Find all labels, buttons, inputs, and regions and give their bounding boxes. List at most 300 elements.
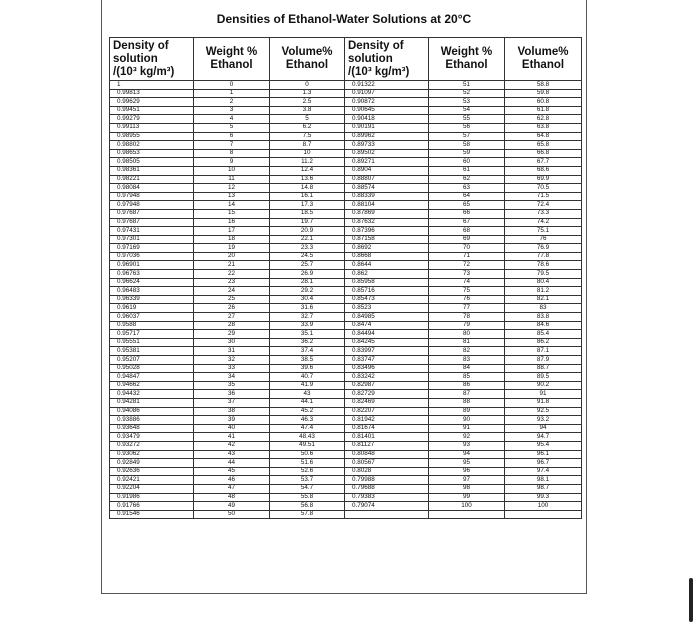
table-row — [110, 364, 582, 373]
table-cell: 94.7 — [505, 433, 582, 442]
table-cell: 46.3 — [270, 416, 345, 425]
table-cell: 0.82987 — [345, 381, 429, 390]
table-cell: 1 — [194, 89, 270, 98]
table-cell: 8.7 — [270, 141, 345, 150]
table-cell — [345, 510, 429, 519]
document-page — [101, 0, 587, 594]
table-cell: 0.83496 — [345, 364, 429, 373]
table-cell: 88.7 — [505, 364, 582, 373]
table-cell: 30.4 — [270, 295, 345, 304]
table-cell: 0.8904 — [345, 166, 429, 175]
table-cell: 41.9 — [270, 381, 345, 390]
table-cell: 12 — [194, 184, 270, 193]
density-header-2 — [345, 38, 429, 81]
table-cell: 0.80567 — [345, 459, 429, 468]
table-cell: 0.97687 — [110, 218, 194, 227]
table-cell: 43 — [270, 390, 345, 399]
table-cell: 25 — [194, 295, 270, 304]
table-cell: 0.93886 — [110, 416, 194, 425]
table-cell: 0.90191 — [345, 123, 429, 132]
table-row — [110, 304, 582, 313]
table-cell: 56 — [429, 123, 505, 132]
table-row — [110, 373, 582, 382]
table-row — [110, 227, 582, 236]
table-cell: 0.79988 — [345, 476, 429, 485]
table-cell: 0.81127 — [345, 441, 429, 450]
table-cell: 84.6 — [505, 321, 582, 330]
table-cell: 97 — [429, 476, 505, 485]
table-cell: 81 — [429, 338, 505, 347]
table-row — [110, 106, 582, 115]
table-cell: 29.2 — [270, 287, 345, 296]
table-cell: 0.96483 — [110, 287, 194, 296]
table-cell: 26.9 — [270, 270, 345, 279]
table-cell: 0.85473 — [345, 295, 429, 304]
table-cell: 0.99813 — [110, 89, 194, 98]
table-cell: 75.1 — [505, 227, 582, 236]
table-cell: 100 — [505, 502, 582, 511]
table-cell: 0.95381 — [110, 347, 194, 356]
table-cell: 0.87396 — [345, 227, 429, 236]
table-cell: 22 — [194, 270, 270, 279]
table-cell: 69 — [429, 235, 505, 244]
table-row — [110, 347, 582, 356]
table-row — [110, 218, 582, 227]
table-cell: 0.8668 — [345, 252, 429, 261]
table-row — [110, 166, 582, 175]
table-cell: 51.6 — [270, 459, 345, 468]
table-cell — [429, 510, 505, 519]
table-cell: 77 — [429, 304, 505, 313]
header-text: Volume% — [281, 46, 333, 58]
table-cell: 32 — [194, 356, 270, 365]
table-cell: 44.1 — [270, 398, 345, 407]
table-cell: 0.96901 — [110, 261, 194, 270]
table-cell: 92 — [429, 433, 505, 442]
table-cell: 2.5 — [270, 98, 345, 107]
table-cell: 63.8 — [505, 123, 582, 132]
table-cell: 98 — [429, 484, 505, 493]
table-cell: 0.92204 — [110, 484, 194, 493]
table-cell: 35.1 — [270, 330, 345, 339]
table-cell: 32.7 — [270, 313, 345, 322]
table-cell: 9 — [194, 158, 270, 167]
density-header — [110, 38, 194, 81]
table-cell: 10 — [270, 149, 345, 158]
table-cell: 0.92636 — [110, 467, 194, 476]
page-title: Densities of Ethanol-Water Solutions at 20°C — [216, 12, 472, 26]
table-cell: 0.90645 — [345, 106, 429, 115]
table-cell: 0.97036 — [110, 252, 194, 261]
header-text: Weight % — [440, 46, 493, 58]
table-cell: 0.91766 — [110, 502, 194, 511]
table-cell: 82 — [429, 347, 505, 356]
table-cell: 0.79383 — [345, 493, 429, 502]
table-cell: 73 — [429, 270, 505, 279]
table-cell: 50.6 — [270, 450, 345, 459]
table-cell: 0.91986 — [110, 493, 194, 502]
table-cell: 54.7 — [270, 484, 345, 493]
table-cell: 37.4 — [270, 347, 345, 356]
table-cell: 84 — [429, 364, 505, 373]
table-row — [110, 416, 582, 425]
table-cell: 67.7 — [505, 158, 582, 167]
table-cell: 0.89962 — [345, 132, 429, 141]
table-cell: 59.8 — [505, 89, 582, 98]
table-cell: 71.5 — [505, 192, 582, 201]
table-cell: 90.2 — [505, 381, 582, 390]
table-cell: 0.96037 — [110, 313, 194, 322]
table-row — [110, 278, 582, 287]
table-cell: 77.8 — [505, 252, 582, 261]
table-cell: 35 — [194, 381, 270, 390]
table-cell: 0.90872 — [345, 98, 429, 107]
table-cell: 96.1 — [505, 450, 582, 459]
table-cell: 7 — [194, 141, 270, 150]
table-cell: 0.99451 — [110, 106, 194, 115]
table-cell: 0.96763 — [110, 270, 194, 279]
table-cell: 0.862 — [345, 270, 429, 279]
table-cell: 0.91097 — [345, 89, 429, 98]
table-row — [110, 433, 582, 442]
table-row — [110, 502, 582, 511]
table-cell: 0.98802 — [110, 141, 194, 150]
table-row — [110, 321, 582, 330]
table-cell: 62.8 — [505, 115, 582, 124]
table-cell: 38 — [194, 407, 270, 416]
table-cell: 99.3 — [505, 493, 582, 502]
table-cell — [505, 510, 582, 519]
table-row — [110, 81, 582, 90]
table-row — [110, 424, 582, 433]
table-cell: 43 — [194, 450, 270, 459]
table-cell: 0.97948 — [110, 201, 194, 210]
table-cell: 74 — [429, 278, 505, 287]
table-cell: 14 — [194, 201, 270, 210]
table-cell: 87 — [429, 390, 505, 399]
table-cell: 91 — [505, 390, 582, 399]
table-cell: 56.8 — [270, 502, 345, 511]
table-cell: 18 — [194, 235, 270, 244]
table-cell: 0.98084 — [110, 184, 194, 193]
table-cell: 96.7 — [505, 459, 582, 468]
table-cell: 72 — [429, 261, 505, 270]
table-cell: 82.1 — [505, 295, 582, 304]
table-cell: 0.88807 — [345, 175, 429, 184]
table-cell: 86.2 — [505, 338, 582, 347]
table-cell: 25.7 — [270, 261, 345, 270]
table-cell: 16.1 — [270, 192, 345, 201]
table-cell: 88 — [429, 398, 505, 407]
table-cell: 79.5 — [505, 270, 582, 279]
table-cell: 44 — [194, 459, 270, 468]
header-text: /(10³ kg/m³) — [348, 65, 410, 78]
table-row — [110, 201, 582, 210]
table-cell: 81.2 — [505, 287, 582, 296]
table-cell: 27 — [194, 313, 270, 322]
table-cell: 93.2 — [505, 416, 582, 425]
table-cell: 33.9 — [270, 321, 345, 330]
table-cell: 52 — [429, 89, 505, 98]
table-cell: 0.9619 — [110, 304, 194, 313]
table-cell: 36.2 — [270, 338, 345, 347]
table-cell: 45.2 — [270, 407, 345, 416]
table-cell: 4 — [194, 115, 270, 124]
table-row — [110, 141, 582, 150]
table-cell: 0.98505 — [110, 158, 194, 167]
table-cell: 0.8474 — [345, 321, 429, 330]
table-cell: 29 — [194, 330, 270, 339]
table-cell: 0.94662 — [110, 381, 194, 390]
table-row — [110, 209, 582, 218]
header-text: Ethanol — [521, 59, 565, 71]
table-cell: 0.92849 — [110, 459, 194, 468]
table-cell: 0 — [194, 81, 270, 90]
table-row — [110, 407, 582, 416]
table-cell: 95.4 — [505, 441, 582, 450]
table-cell: 71 — [429, 252, 505, 261]
table-cell: 73.3 — [505, 209, 582, 218]
table-cell: 0.82729 — [345, 390, 429, 399]
table-cell: 87.1 — [505, 347, 582, 356]
table-cell: 8 — [194, 149, 270, 158]
header-text: Density of — [348, 39, 404, 52]
table-cell: 58 — [429, 141, 505, 150]
table-cell: 0.87158 — [345, 235, 429, 244]
header-text: Density of — [113, 39, 169, 52]
density-table — [109, 37, 582, 519]
table-cell: 0.95717 — [110, 330, 194, 339]
table-row — [110, 356, 582, 365]
table-cell: 14.8 — [270, 184, 345, 193]
table-cell: 0.8692 — [345, 244, 429, 253]
header-text: Ethanol — [210, 59, 253, 71]
table-cell: 38.5 — [270, 356, 345, 365]
header-text: Ethanol — [285, 59, 329, 71]
table-cell: 54 — [429, 106, 505, 115]
table-cell: 60.8 — [505, 98, 582, 107]
table-cell: 13.6 — [270, 175, 345, 184]
table-cell: 0.8644 — [345, 261, 429, 270]
table-cell: 89.5 — [505, 373, 582, 382]
table-row — [110, 450, 582, 459]
table-cell: 64 — [429, 192, 505, 201]
table-cell: 0.95028 — [110, 364, 194, 373]
header-text: solution — [348, 52, 393, 65]
table-cell: 85.4 — [505, 330, 582, 339]
table-cell: 22.1 — [270, 235, 345, 244]
table-cell: 64.8 — [505, 132, 582, 141]
table-cell: 1.3 — [270, 89, 345, 98]
table-cell: 92.5 — [505, 407, 582, 416]
table-cell: 65 — [429, 201, 505, 210]
table-cell: 0.8523 — [345, 304, 429, 313]
table-cell: 0.92421 — [110, 476, 194, 485]
table-cell: 70 — [429, 244, 505, 253]
volume-header — [270, 38, 345, 81]
table-cell: 6 — [194, 132, 270, 141]
table-cell: 0 — [270, 81, 345, 90]
table-cell: 85 — [429, 373, 505, 382]
table-cell: 0.79688 — [345, 484, 429, 493]
table-cell: 62 — [429, 175, 505, 184]
table-row — [110, 184, 582, 193]
table-cell: 0.79074 — [345, 502, 429, 511]
table-cell: 0.83242 — [345, 373, 429, 382]
table-cell: 15 — [194, 209, 270, 218]
table-row — [110, 175, 582, 184]
table-cell: 24 — [194, 287, 270, 296]
table-row — [110, 398, 582, 407]
table-cell: 53.7 — [270, 476, 345, 485]
table-row — [110, 467, 582, 476]
table-row — [110, 158, 582, 167]
header-text: Weight % — [205, 46, 258, 58]
table-cell: 0.83747 — [345, 356, 429, 365]
table-cell: 0.91322 — [345, 81, 429, 90]
table-cell: 50 — [194, 510, 270, 519]
table-cell: 31.6 — [270, 304, 345, 313]
table-cell: 98.1 — [505, 476, 582, 485]
header-row — [110, 38, 582, 81]
table-cell: 76.9 — [505, 244, 582, 253]
table-row — [110, 493, 582, 502]
table-cell: 0.97948 — [110, 192, 194, 201]
table-cell: 90 — [429, 416, 505, 425]
table-cell: 5 — [270, 115, 345, 124]
table-row — [110, 510, 582, 519]
table-cell: 98.7 — [505, 484, 582, 493]
table-cell: 49.51 — [270, 441, 345, 450]
table-cell: 3 — [194, 106, 270, 115]
table-cell: 46 — [194, 476, 270, 485]
table-cell: 87.9 — [505, 356, 582, 365]
table-cell: 10 — [194, 166, 270, 175]
table-cell: 0.97687 — [110, 209, 194, 218]
table-cell: 69.9 — [505, 175, 582, 184]
table-cell: 0.94281 — [110, 398, 194, 407]
table-cell: 40.7 — [270, 373, 345, 382]
table-cell: 21 — [194, 261, 270, 270]
table-row — [110, 235, 582, 244]
table-cell: 0.9588 — [110, 321, 194, 330]
table-cell: 94 — [505, 424, 582, 433]
table-cell: 94 — [429, 450, 505, 459]
table-cell: 97.4 — [505, 467, 582, 476]
table-cell: 28 — [194, 321, 270, 330]
header-text: solution — [113, 52, 158, 65]
table-cell: 36 — [194, 390, 270, 399]
table-cell: 96 — [429, 467, 505, 476]
table-row — [110, 270, 582, 279]
table-cell: 0.85958 — [345, 278, 429, 287]
table-row — [110, 261, 582, 270]
table-cell: 17.3 — [270, 201, 345, 210]
table-cell: 2 — [194, 98, 270, 107]
table-cell: 53 — [429, 98, 505, 107]
table-cell: 51 — [429, 81, 505, 90]
table-cell: 6.2 — [270, 123, 345, 132]
table-cell: 74.2 — [505, 218, 582, 227]
table-cell: 61.8 — [505, 106, 582, 115]
table-cell: 0.93479 — [110, 433, 194, 442]
table-cell: 0.89733 — [345, 141, 429, 150]
table-cell: 16 — [194, 218, 270, 227]
table-cell: 60 — [429, 158, 505, 167]
weight-header — [194, 38, 270, 81]
table-cell: 99 — [429, 493, 505, 502]
table-cell: 18.5 — [270, 209, 345, 218]
table-row — [110, 287, 582, 296]
table-cell: 0.99279 — [110, 115, 194, 124]
table-cell: 68.6 — [505, 166, 582, 175]
table-row — [110, 476, 582, 485]
table-cell: 0.87632 — [345, 218, 429, 227]
table-cell: 23.3 — [270, 244, 345, 253]
table-row — [110, 313, 582, 322]
scrollbar[interactable] — [689, 578, 693, 622]
header-text: Ethanol — [445, 59, 488, 71]
table-cell: 83 — [505, 304, 582, 313]
table-cell: 45 — [194, 467, 270, 476]
table-cell: 0.97301 — [110, 235, 194, 244]
table-cell: 86 — [429, 381, 505, 390]
table-cell: 11 — [194, 175, 270, 184]
volume-header-2 — [505, 38, 582, 81]
table-row — [110, 115, 582, 124]
table-cell: 91 — [429, 424, 505, 433]
table-cell: 39.6 — [270, 364, 345, 373]
table-cell: 0.82469 — [345, 398, 429, 407]
table-cell: 75 — [429, 287, 505, 296]
table-cell: 30 — [194, 338, 270, 347]
table-cell: 0.8028 — [345, 467, 429, 476]
table-cell: 66.8 — [505, 149, 582, 158]
table-cell: 0.84245 — [345, 338, 429, 347]
table-cell: 47.4 — [270, 424, 345, 433]
table-cell: 78.6 — [505, 261, 582, 270]
table-cell: 0.80848 — [345, 450, 429, 459]
table-cell: 91.8 — [505, 398, 582, 407]
table-cell: 0.82207 — [345, 407, 429, 416]
table-row — [110, 381, 582, 390]
table-cell: 0.94847 — [110, 373, 194, 382]
table-cell: 0.99629 — [110, 98, 194, 107]
table-cell: 55.8 — [270, 493, 345, 502]
table-cell: 0.83997 — [345, 347, 429, 356]
table-cell: 79 — [429, 321, 505, 330]
table-cell: 0.81674 — [345, 424, 429, 433]
table-row — [110, 390, 582, 399]
table-row — [110, 89, 582, 98]
table-cell: 19 — [194, 244, 270, 253]
table-cell: 89 — [429, 407, 505, 416]
table-cell: 70.5 — [505, 184, 582, 193]
table-cell: 41 — [194, 433, 270, 442]
table-cell: 0.99113 — [110, 123, 194, 132]
table-cell: 0.97169 — [110, 244, 194, 253]
table-row — [110, 295, 582, 304]
table-row — [110, 192, 582, 201]
table-cell: 67 — [429, 218, 505, 227]
table-cell: 47 — [194, 484, 270, 493]
table-cell: 33 — [194, 364, 270, 373]
table-cell: 0.98361 — [110, 166, 194, 175]
table-cell: 0.85716 — [345, 287, 429, 296]
table-cell: 5 — [194, 123, 270, 132]
table-cell: 0.98955 — [110, 132, 194, 141]
table-cell: 72.4 — [505, 201, 582, 210]
